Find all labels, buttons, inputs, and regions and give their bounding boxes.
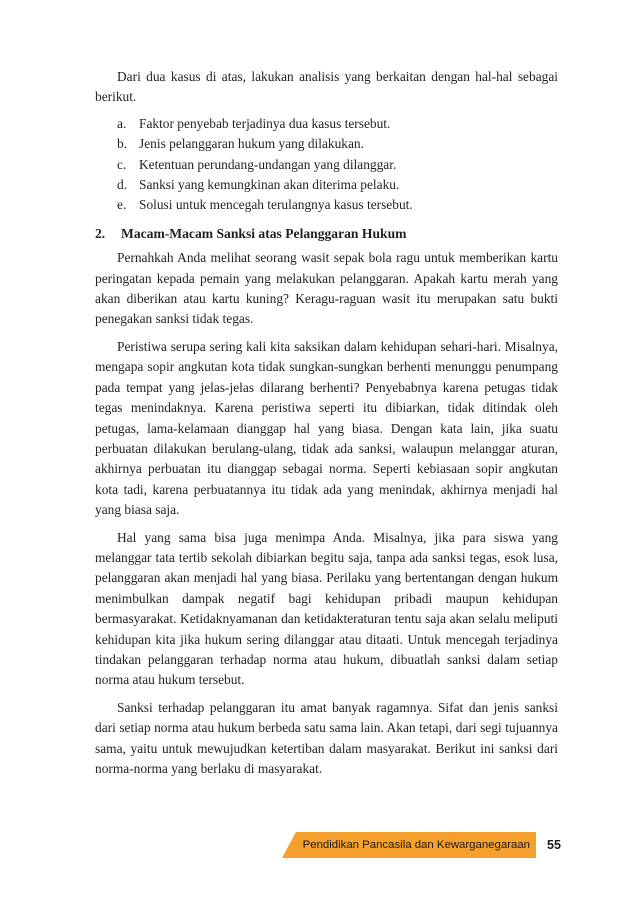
list-marker: c. (117, 156, 127, 172)
body-paragraph: Hal yang sama bisa juga menimpa Anda. Misalnya, jika para siswa yang melanggar tata tertib sekolah dibiarkan begitu saja, tanpa ada sanksi tegas, esok lusa, pelanggaran akan menjadi hal yang biasa. Perilaku yang bertentangan dengan hukum menimbulkan dampak negatif bagi kehidupan pribadi maupun kehidupan bermasyarakat. Ketidaknyamanan dan ketidakteraturan tentu saja akan selalu meliputi kehidupan kita jika hukum sering dilanggar atau ditaati. Untuk mencegah terjadinya tindakan pelanggaran terhadap norma atau hukum, dibuatlah sanksi dalam setiap norma atau hukum tersebut. (95, 529, 558, 688)
section-heading (95, 224, 558, 244)
list-item (117, 195, 558, 215)
body-paragraph: Sanksi terhadap pelanggaran itu amat banyak ragamnya. Sifat dan jenis sanksi dari setiap norma atau hukum berbeda satu sama lain. Akan tetapi, dari segi tujuannya sama, yaitu untuk mewujudkan ketertiban dalam masyarakat. Berikut ini sanksi dari norma-norma yang berlaku di masyarakat. (95, 699, 558, 776)
list-item-text: Sanksi yang kemungkinan akan diterima pelaku. (139, 177, 400, 193)
list-item (117, 134, 558, 154)
page-body (95, 67, 558, 779)
list-item (117, 175, 558, 195)
list-marker: d. (117, 177, 128, 193)
list-item-text: Faktor penyebab terjadinya dua kasus tersebut. (139, 115, 391, 131)
list-item-text: Solusi untuk mencegah terulangnya kasus tersebut. (139, 197, 413, 213)
body-paragraph: Peristiwa serupa sering kali kita saksikan dalam kehidupan sehari-hari. Misalnya, mengapa sopir angkutan kota tidak sungkan-sungkan berhenti menunggu penumpang pada tempat yang jelas-jelas dilarang berhenti? Penyebabnya karena petugas tidak tegas menindaknya. Karena peristiwa seperti itu dibiarkan, tidak ditindak oleh petugas, lama-kelamaan dianggap hal yang biasa. Dengan kata lain, jika suatu perbuatan dilakukan berulang-ulang, tidak ada sanksi, walaupun melanggar aturan, akhirnya perbuatan itu dianggap sebagai norma. Seperti kebiasaan sopir angkutan kota tadi, karena perbuatannya itu tidak ada yang menindak, akhirnya menjadi hal yang biasa saja. (95, 338, 558, 518)
list-item (117, 114, 558, 134)
list-marker: a. (117, 115, 127, 131)
body-paragraph: Pernahkah Anda melihat seorang wasit sepak bola ragu untuk memberikan kartu peringatan kepada pemain yang melakukan pelanggaran. Apakah kartu merah yang akan diberikan atau kartu kuning? Keragu-raguan wasit itu merupakan satu bukti penegakan sanksi tidak tegas. (95, 250, 558, 327)
footer-book-title: Pendidikan Pancasila dan Kewarganegaraan (302, 839, 530, 851)
list-item-text: Ketentuan perundang-undangan yang dilanggar. (139, 156, 397, 172)
analysis-list (95, 114, 558, 216)
section-number: 2. (95, 225, 106, 241)
page-number: 55 (547, 838, 561, 852)
list-item-text: Jenis pelanggaran hukum yang dilakukan. (139, 136, 364, 152)
list-item (117, 155, 558, 175)
list-marker: e. (117, 197, 127, 213)
section-title: Macam-Macam Sanksi atas Pelanggaran Hukum (121, 225, 407, 241)
intro-paragraph: Dari dua kasus di atas, lakukan analisis yang berkaitan dengan hal-hal sebagai berikut. (95, 69, 558, 105)
list-marker: b. (117, 136, 128, 152)
